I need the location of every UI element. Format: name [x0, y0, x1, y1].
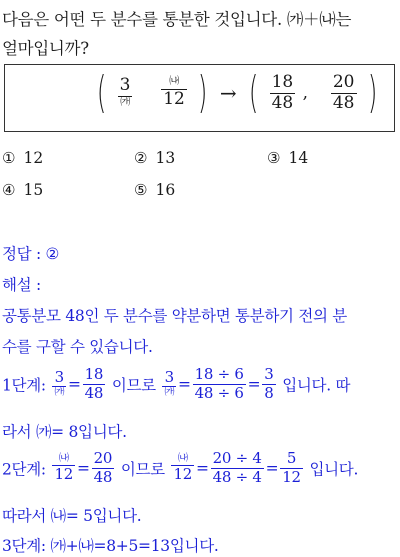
- fraction-18-48: $\frac{18}{48}$: [271, 71, 294, 113]
- question-line-1: 다음은 어떤 두 분수를 통분한 것입니다. ㈎＋㈏는: [2, 10, 352, 29]
- fraction-box: [4, 64, 395, 132]
- fraction-20-48: $\frac{20}{48}$: [332, 71, 355, 113]
- explanation-label: 해설 :: [2, 276, 41, 294]
- step-1-conclusion: 라서 ㈎= 8입니다.: [2, 423, 127, 441]
- step-2-conclusion: 따라서 ㈏= 5입니다.: [2, 507, 142, 525]
- step-2: 2단계: $\frac{㈏}{12}$ = $\frac{20}{48}$ 이므로 $\frac{㈏}{12}$ = $\frac{20 \div 4}{48 \div 4}$ = $\frac{5}{12}$ 입니다.: [2, 449, 359, 486]
- answer-value: ②: [45, 245, 60, 263]
- fraction-ga: $\frac{3}{㈎}$: [119, 75, 131, 109]
- choice-5[interactable]: ⑤ 16: [134, 181, 176, 199]
- choice-3[interactable]: ③ 14: [267, 149, 309, 167]
- fraction-expression: ( $\frac{3}{㈎}$ $\frac{㈏}{12}$ ) → ( $\frac{18}{48}$ , $\frac{20}{48}$ ): [96, 67, 378, 118]
- fraction-na: $\frac{㈏}{12}$: [163, 76, 185, 109]
- choice-1[interactable]: ① 12: [2, 149, 44, 167]
- answer-line: [2, 242, 59, 264]
- answer-label: 정답 :: [2, 245, 41, 263]
- arrow-icon: →: [219, 81, 237, 105]
- explanation-line-2: 수를 구할 수 있습니다.: [2, 338, 153, 356]
- choice-2[interactable]: ② 13: [134, 149, 176, 167]
- question-line-2: 얼마입니까?: [2, 39, 89, 58]
- explanation-line-1: 공통분모 48인 두 분수를 약분하면 통분하기 전의 분: [2, 307, 347, 325]
- choice-4[interactable]: ④ 15: [2, 181, 44, 199]
- step-1: 1단계: $\frac{3}{㈎}$ = $\frac{18}{48}$ 이므로 $\frac{3}{㈎}$ = $\frac{18 \div 6}{48 \div 6}$ = $\frac{3}{8}$ 입니다. 따: [2, 365, 351, 402]
- step-3: 3단계: ㈎+㈏=8+5=13입니다.: [2, 537, 219, 555]
